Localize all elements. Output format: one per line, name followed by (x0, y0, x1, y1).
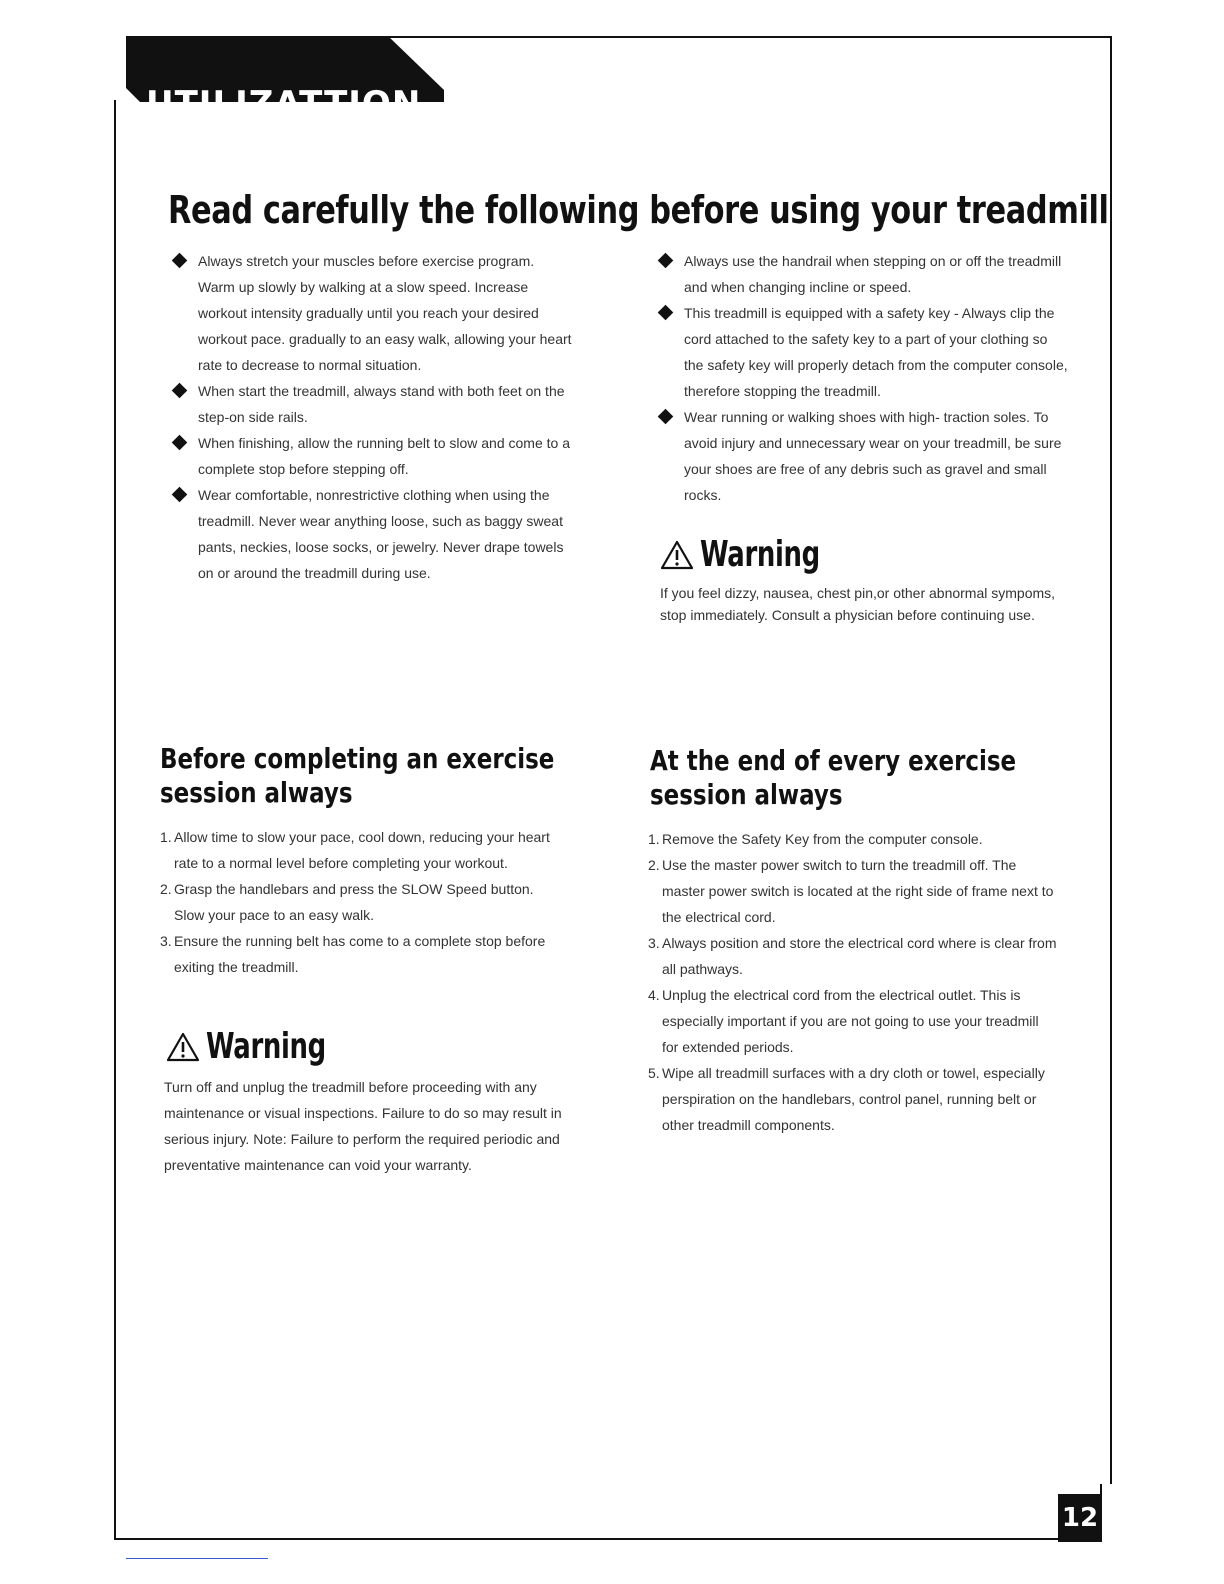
section-tab-label: UTILIZATTION (146, 84, 422, 124)
page-border-bottom (114, 1538, 1058, 1540)
warning-triangle-icon (660, 540, 694, 570)
end-steps-list (648, 826, 1058, 1138)
step-number: 3. (160, 933, 172, 949)
end-heading-line2: session always (650, 778, 843, 811)
footer-rule (126, 1558, 268, 1559)
warning-text-bottom: Turn off and unplug the treadmill before proceeding with any maintenance or visual inspections. Failure to do so may result in serious injury. Note: Failure to perform the required periodic and preventative maintenance can void your warranty. (164, 1079, 562, 1173)
warning-text-top: If you feel dizzy, nausea, chest pin,or other abnormal sympoms, stop immediately. Consult a physician before continuing use. (660, 585, 1056, 623)
step-number: 4. (648, 987, 660, 1003)
step-number: 5. (648, 1065, 660, 1081)
section-tab (126, 36, 444, 124)
step-text: Remove the Safety Key from the computer console. (662, 831, 983, 847)
list-item (648, 826, 1058, 852)
bullet-text: Wear comfortable, nonrestrictive clothing when using the treadmill. Never wear anything loose, such as baggy sweat pants, neckies, loose socks, or jewelry. Never drape towels on or around the treadmill during use. (198, 487, 564, 581)
step-text: Wipe all treadmill surfaces with a dry cloth or towel, especially perspiration on the handlebars, control panel, running belt or other treadmill components. (662, 1065, 1045, 1133)
warning-heading-top (660, 534, 866, 575)
list-item (174, 378, 574, 430)
page-border-right (1110, 36, 1112, 1484)
right-bullet-list (660, 248, 1070, 508)
bullet-text: Always use the handrail when stepping on or off the treadmill and when changing incline or speed. (684, 253, 1062, 295)
warning-title: Warning (700, 534, 820, 575)
diamond-bullet-icon (658, 409, 674, 425)
step-text: Always position and store the electrical cord where is clear from all pathways. (662, 935, 1057, 977)
end-heading-line1: At the end of every exercise (650, 744, 1017, 777)
bullet-text: When start the treadmill, always stand with both feet on the step-on side rails. (198, 383, 565, 425)
list-item (648, 1060, 1058, 1138)
warning-heading-bottom (166, 1026, 372, 1067)
diamond-bullet-icon (172, 487, 188, 503)
step-number: 1. (648, 831, 660, 847)
diamond-bullet-icon (172, 383, 188, 399)
bullet-text: Wear running or walking shoes with high- traction soles. To avoid injury and unnecessary wear on your treadmill, be sure your shoes are free of any debris such as gravel and small rocks. (684, 409, 1062, 503)
step-text: Ensure the running belt has come to a complete stop before exiting the treadmill. (174, 933, 546, 975)
step-text: Use the master power switch to turn the treadmill off. The master power switch is located at the right side of frame next to the electrical cord. (662, 857, 1054, 925)
list-item (174, 482, 574, 586)
left-bullet-column (174, 248, 574, 586)
before-heading-line1: Before completing an exercise (160, 742, 555, 775)
step-number: 2. (648, 857, 660, 873)
diamond-bullet-icon (658, 253, 674, 269)
before-steps-column (160, 824, 560, 980)
end-steps-column (648, 826, 1058, 1138)
list-item (160, 824, 560, 876)
page-number: 12 (1058, 1494, 1102, 1542)
diamond-bullet-icon (172, 435, 188, 451)
before-section-heading (160, 742, 554, 810)
end-section-heading (650, 744, 1016, 812)
diamond-bullet-icon (172, 253, 188, 269)
diamond-bullet-icon (658, 305, 674, 321)
step-number: 1. (160, 829, 172, 845)
step-number: 2. (160, 881, 172, 897)
warning-triangle-icon (166, 1032, 200, 1062)
list-item (174, 430, 574, 482)
list-item (660, 248, 1070, 300)
left-bullet-list (174, 248, 574, 586)
page-border-left (114, 100, 116, 1540)
step-number: 3. (648, 935, 660, 951)
bullet-text: This treadmill is equipped with a safety key - Always clip the cord attached to the safety key to a part of your clothing so the safety key will properly detach from the computer console, therefore stopping the treadmill. (684, 305, 1068, 399)
step-text: Unplug the electrical cord from the electrical outlet. This is especially important if you are not going to use your treadmill for extended periods. (662, 987, 1039, 1055)
list-item (174, 248, 574, 378)
list-item (648, 852, 1058, 930)
step-text: Grasp the handlebars and press the SLOW Speed button. Slow your pace to an easy walk. (174, 881, 534, 923)
list-item (648, 982, 1058, 1060)
list-item (160, 876, 560, 928)
step-text: Allow time to slow your pace, cool down, reducing your heart rate to a normal level before completing your workout. (174, 829, 550, 871)
list-item (648, 930, 1058, 982)
before-steps-list (160, 824, 560, 980)
before-heading-line2: session always (160, 776, 353, 809)
warning-title: Warning (206, 1026, 326, 1067)
list-item (660, 300, 1070, 404)
list-item (160, 928, 560, 980)
bullet-text: When finishing, allow the running belt to slow and come to a complete stop before stepping off. (198, 435, 570, 477)
main-heading: Read carefully the following before using your treadmill (168, 188, 1109, 232)
right-bullet-column (660, 248, 1070, 508)
bullet-text: Always stretch your muscles before exercise program. Warm up slowly by walking at a slow speed. Increase workout intensity gradually until you reach your desired workout pace. gradually to an easy walk, allowing your heart rate to decrease to normal situation. (198, 253, 572, 373)
list-item (660, 404, 1070, 508)
